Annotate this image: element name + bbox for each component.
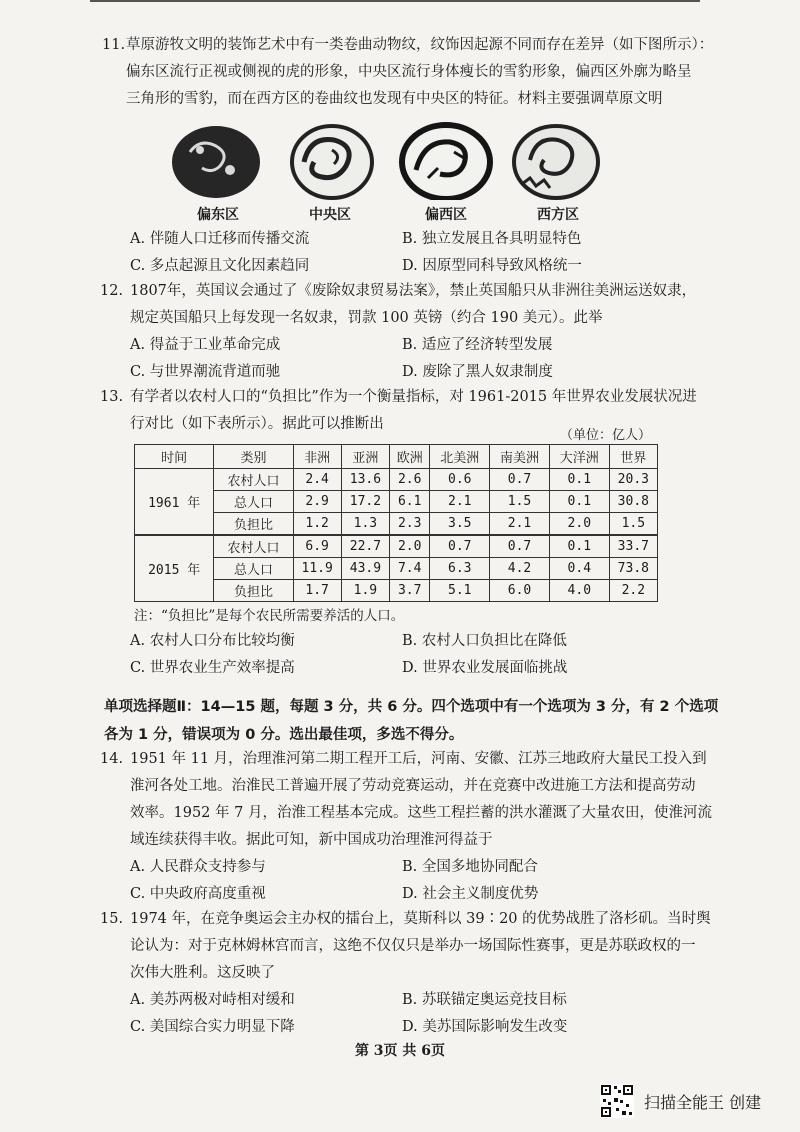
table-cell: 2.1 bbox=[430, 491, 490, 513]
option-c[interactable]: C. 与世界潮流背道而驰 bbox=[130, 364, 281, 380]
table-note: 注：“负担比”是每个农民所需要养活的人口。 bbox=[134, 608, 405, 624]
table-header-cell: 大洋洲 bbox=[549, 445, 609, 469]
section-text-line: 各为 1 分，错误项为 0 分。选出最佳项，多选不得分。 bbox=[104, 727, 464, 743]
table-cell: 2.0 bbox=[549, 513, 609, 536]
option-a[interactable]: A. 人民群众支持参与 bbox=[130, 859, 266, 875]
option-a[interactable]: A. 农村人口分布比较均衡 bbox=[130, 633, 295, 649]
top-border bbox=[90, 0, 700, 8]
question-text-line: 有学者以农村人口的“负担比”作为一个衡量指标，对 1961-2015 年世界农业发展状况进 bbox=[130, 389, 697, 405]
option-c[interactable]: C. 世界农业生产效率提高 bbox=[130, 660, 295, 676]
table-cell: 2.6 bbox=[390, 469, 430, 491]
table-cell: 4.2 bbox=[490, 558, 550, 580]
question-number: 15. bbox=[100, 911, 124, 927]
table-cell: 2.3 bbox=[390, 513, 430, 536]
table-unit: （单位：亿人） bbox=[560, 428, 652, 443]
table-cell: 33.7 bbox=[609, 535, 657, 558]
question-text-line: 规定英国船只上每发现一名奴隶，罚款 100 英镑（约合 190 美元）。此举 bbox=[130, 310, 603, 326]
table-cell: 11.9 bbox=[293, 558, 341, 580]
option-b[interactable]: B. 适应了经济转型发展 bbox=[402, 337, 553, 353]
option-d[interactable]: D. 美苏国际影响发生改变 bbox=[402, 1019, 568, 1035]
table-cell: 5.1 bbox=[430, 580, 490, 602]
question-text-line: 1974 年，在竞争奥运会主办权的擂台上，莫斯科以 39∶20 的优势战胜了洛杉矶。当时舆 bbox=[130, 911, 711, 927]
option-b[interactable]: B. 农村人口负担比在降低 bbox=[402, 633, 567, 649]
option-c[interactable]: C. 美国综合实力明显下降 bbox=[130, 1019, 295, 1035]
section-text-line: 单项选择题Ⅱ：14—15 题，每题 3 分，共 6 分。四个选项中有一个选项为 3 分，有 2 个选项 bbox=[104, 699, 719, 715]
table-cell: 1.7 bbox=[293, 580, 341, 602]
ornament-figures bbox=[168, 118, 688, 228]
table-cell: 0.1 bbox=[549, 469, 609, 491]
table-header-cell: 欧洲 bbox=[390, 445, 430, 469]
west-region-ornament-image bbox=[508, 122, 604, 200]
table-cell: 6.3 bbox=[430, 558, 490, 580]
table-header-cell: 亚洲 bbox=[341, 445, 389, 469]
question-text-line: 1807年，英国议会通过了《废除奴隶贸易法案》，禁止英国船只从非洲往美洲运送奴隶， bbox=[130, 283, 697, 299]
question-number: 14. bbox=[100, 751, 124, 767]
table-cell: 0.1 bbox=[549, 535, 609, 558]
table-header-cell: 北美洲 bbox=[430, 445, 490, 469]
option-b[interactable]: B. 苏联锚定奥运竞技目标 bbox=[402, 992, 567, 1008]
population-table bbox=[134, 444, 658, 602]
question-text-line: 偏东区流行正视或侧视的虎的形象，中央区流行身体瘦长的雪豹形象，偏西区外廓为略呈 bbox=[126, 64, 692, 80]
table-cell: 0.7 bbox=[490, 535, 550, 558]
question-text-line: 效率。1952 年 7 月，治淮工程基本完成。这些工程拦蓄的洪水灌溉了大量农田，使淮河流 bbox=[130, 805, 712, 821]
year-cell: 2015 年 bbox=[135, 535, 214, 602]
qr-code-icon bbox=[600, 1084, 634, 1118]
table-header-cell: 世界 bbox=[609, 445, 657, 469]
table-cell: 农村人口 bbox=[214, 535, 293, 558]
east-zone-ornament-image bbox=[168, 122, 264, 200]
question-text-line: 次伟大胜利。这反映了 bbox=[130, 965, 275, 981]
table-cell: 73.8 bbox=[609, 558, 657, 580]
table-cell: 4.0 bbox=[549, 580, 609, 602]
question-text-line: 三角形的雪豹，而在西方区的卷曲纹也发现有中央区的特征。材料主要强调草原文明 bbox=[126, 91, 663, 107]
table-row bbox=[135, 558, 658, 580]
table-cell: 0.4 bbox=[549, 558, 609, 580]
table-cell: 17.2 bbox=[341, 491, 389, 513]
scanner-watermark bbox=[600, 1084, 790, 1118]
table-cell: 负担比 bbox=[214, 513, 293, 536]
page-number: 第 3页 共 6页 bbox=[354, 1043, 446, 1059]
table-cell: 6.0 bbox=[490, 580, 550, 602]
question-number: 12. bbox=[100, 283, 124, 299]
table-cell: 1.5 bbox=[490, 491, 550, 513]
table-cell: 30.8 bbox=[609, 491, 657, 513]
option-c[interactable]: C. 多点起源且文化因素趋同 bbox=[130, 258, 310, 274]
table-cell: 3.7 bbox=[390, 580, 430, 602]
question-14 bbox=[100, 746, 712, 908]
option-d[interactable]: D. 世界农业发展面临挑战 bbox=[402, 660, 568, 676]
table-cell: 总人口 bbox=[214, 558, 293, 580]
section-heading bbox=[104, 693, 719, 749]
table-cell: 0.7 bbox=[430, 535, 490, 558]
table-cell: 3.5 bbox=[430, 513, 490, 536]
figure-caption: 偏西区 bbox=[425, 207, 467, 223]
table-cell: 2.1 bbox=[490, 513, 550, 536]
question-text-line: 论认为：对于克林姆林宫而言，这绝不仅仅只是举办一场国际性赛事，更是苏联政权的一 bbox=[130, 938, 696, 954]
central-zone-ornament-image bbox=[284, 122, 380, 200]
table-cell: 20.3 bbox=[609, 469, 657, 491]
figure-caption: 中央区 bbox=[309, 207, 351, 223]
option-b[interactable]: B. 独立发展且各具明显特色 bbox=[402, 231, 582, 247]
option-a[interactable]: A. 伴随人口迁移而传播交流 bbox=[130, 231, 310, 247]
table-cell: 13.6 bbox=[341, 469, 389, 491]
table-cell: 2.9 bbox=[293, 491, 341, 513]
option-a[interactable]: A. 得益于工业革命完成 bbox=[130, 337, 281, 353]
table-cell: 0.1 bbox=[549, 491, 609, 513]
table-cell: 6.9 bbox=[293, 535, 341, 558]
question-text-line: 草原游牧文明的装饰艺术中有一类卷曲动物纹，纹饰因起源不同而存在差异（如下图所示）： bbox=[126, 37, 714, 53]
question-12 bbox=[100, 278, 704, 386]
table-cell: 1.9 bbox=[341, 580, 389, 602]
option-d[interactable]: D. 社会主义制度优势 bbox=[402, 886, 539, 902]
table-cell: 农村人口 bbox=[214, 469, 293, 491]
table-cell: 1.3 bbox=[341, 513, 389, 536]
table-header-cell: 类别 bbox=[214, 445, 293, 469]
table-header-cell: 非洲 bbox=[293, 445, 341, 469]
table-cell: 总人口 bbox=[214, 491, 293, 513]
west-zone-ornament-image bbox=[398, 122, 494, 200]
question-11-options bbox=[104, 226, 704, 280]
option-d[interactable]: D. 因原型同科导致风格统一 bbox=[402, 258, 582, 274]
table-cell: 2.2 bbox=[609, 580, 657, 602]
question-text-line: 1951 年 11 月，治理淮河第二期工程开工后，河南、安徽、江苏三地政府大量民工投入到 bbox=[130, 751, 707, 767]
table-cell: 7.4 bbox=[390, 558, 430, 580]
question-text-line: 行对比（如下表所示）。据此可以推断出 bbox=[130, 416, 384, 432]
table-row bbox=[135, 535, 658, 558]
figure-caption: 偏东区 bbox=[197, 207, 239, 223]
table-header-cell: 南美洲 bbox=[490, 445, 550, 469]
table-header-row bbox=[135, 445, 658, 469]
table-header-cell: 时间 bbox=[135, 445, 214, 469]
table-cell: 22.7 bbox=[341, 535, 389, 558]
question-number: 13. bbox=[100, 389, 124, 405]
option-c[interactable]: C. 中央政府高度重视 bbox=[130, 886, 266, 902]
question-13-options bbox=[104, 628, 704, 682]
table-cell: 1.2 bbox=[293, 513, 341, 536]
table-cell: 2.4 bbox=[293, 469, 341, 491]
option-d[interactable]: D. 废除了黑人奴隶制度 bbox=[402, 364, 553, 380]
table-row bbox=[135, 469, 658, 491]
table-cell: 2.0 bbox=[390, 535, 430, 558]
table-cell: 43.9 bbox=[341, 558, 389, 580]
question-11 bbox=[102, 32, 714, 113]
table-cell: 0.6 bbox=[430, 469, 490, 491]
question-15 bbox=[100, 906, 711, 1041]
option-b[interactable]: B. 全国多地协同配合 bbox=[402, 859, 538, 875]
question-text-line: 淮河各处工地。治淮民工普遍开展了劳动竞赛运动，并在竞赛中改进施工方法和提高劳动 bbox=[130, 778, 696, 794]
question-number: 11. bbox=[102, 37, 126, 53]
table-cell: 0.7 bbox=[490, 469, 550, 491]
table-cell: 6.1 bbox=[390, 491, 430, 513]
question-text-line: 域连续获得丰收。据此可知，新中国成功治理淮河得益于 bbox=[130, 832, 493, 848]
table-cell: 1.5 bbox=[609, 513, 657, 536]
option-a[interactable]: A. 美苏两极对峙相对缓和 bbox=[130, 992, 295, 1008]
table-row bbox=[135, 580, 658, 602]
table-cell: 负担比 bbox=[214, 580, 293, 602]
year-cell: 1961 年 bbox=[135, 469, 214, 536]
scanner-label: 扫描全能王 创建 bbox=[644, 1093, 762, 1112]
table-row bbox=[135, 513, 658, 536]
table-row bbox=[135, 491, 658, 513]
figure-caption: 西方区 bbox=[537, 207, 579, 223]
